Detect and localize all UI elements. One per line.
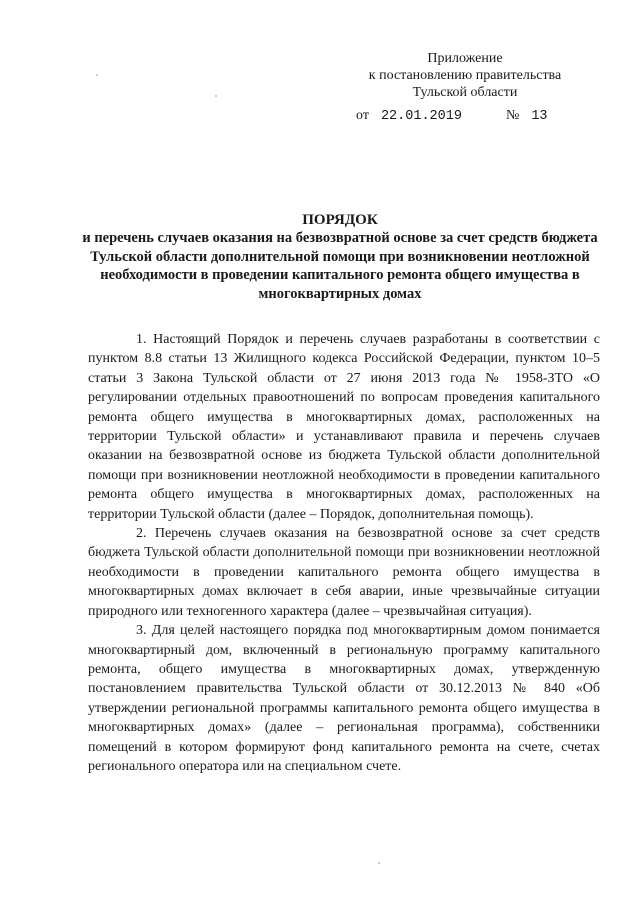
paragraph-1: 1. Настоящий Порядок и перечень случаев разработаны в соответствии с пунктом 8.8 статьи 13 Жилищного кодекса Российской Федерации, пунктом 10–5 статьи 3 Закона Тульской области от 27 июня 2013 года № 1958-ЗТО «О регулировании отдельных правоотношений по вопросам проведения капитального ремонта общего имущества в многоквартирных домах, расположенных на территории Тульской области» и устанавливают правила и перечень случаев оказании на безвозвратной основе из бюджета Тульской области дополнительной помощи при возникновении неотложной необходимости в проведении капитального ремонта общего имущества в многоквартирных домах, расположенных на территории Тульской области (далее – Порядок, дополнительная помощь). (88, 332, 600, 522)
document-date: 22.01.2019 (380, 109, 462, 124)
title-subtitle: и перечень случаев оказания на безвозвратной основе за счет средств бюджета Тульской области дополнительной помощи при возникновении неотложной необходимости в проведении капитального ремонта общего имущества в многоквартирных домах (82, 230, 598, 302)
document-title (80, 211, 600, 303)
scan-speck (96, 74, 98, 76)
annex-line-3: Тульской области (412, 85, 518, 100)
number-label: № (505, 108, 520, 123)
annex-line-2: к постановлению правительства (368, 68, 562, 83)
paragraph-2: 2. Перечень случаев оказания на безвозвратной основе за счет средств бюджета Тульской области дополнительной помощи при возникновении неотложной необходимости в проведении капитального ремонта общего имущества в многоквартирных домах включает в себя аварии, иные чрезвычайные ситуации природного или техногенного характера (далее – чрезвычайная ситуация). (88, 526, 600, 619)
date-number-line (356, 108, 548, 124)
annex-header (340, 50, 590, 101)
scan-speck (215, 95, 217, 97)
title-heading: ПОРЯДОК (302, 212, 378, 228)
paragraph-3: 3. Для целей настоящего порядка под многоквартирным домом понимается многоквартирный дом, включенный в региональную программу капитального ремонта, общего имущества в многоквартирных домах, утвержденную постановлением правительства Тульской области от 30.12.2013 № 840 «Об утверждении региональной программы капитального ремонта общего имущества в многоквартирных домах» (далее – региональная программа), собственники помещений в котором формируют фонд капитального ремонта на счете, счетах регионального оператора или на специальном счете. (88, 623, 600, 774)
document-number: 13 (531, 109, 548, 124)
scan-speck (378, 862, 380, 864)
document-body (88, 330, 600, 776)
annex-line-1: Приложение (427, 51, 503, 66)
from-label: от (356, 108, 369, 123)
